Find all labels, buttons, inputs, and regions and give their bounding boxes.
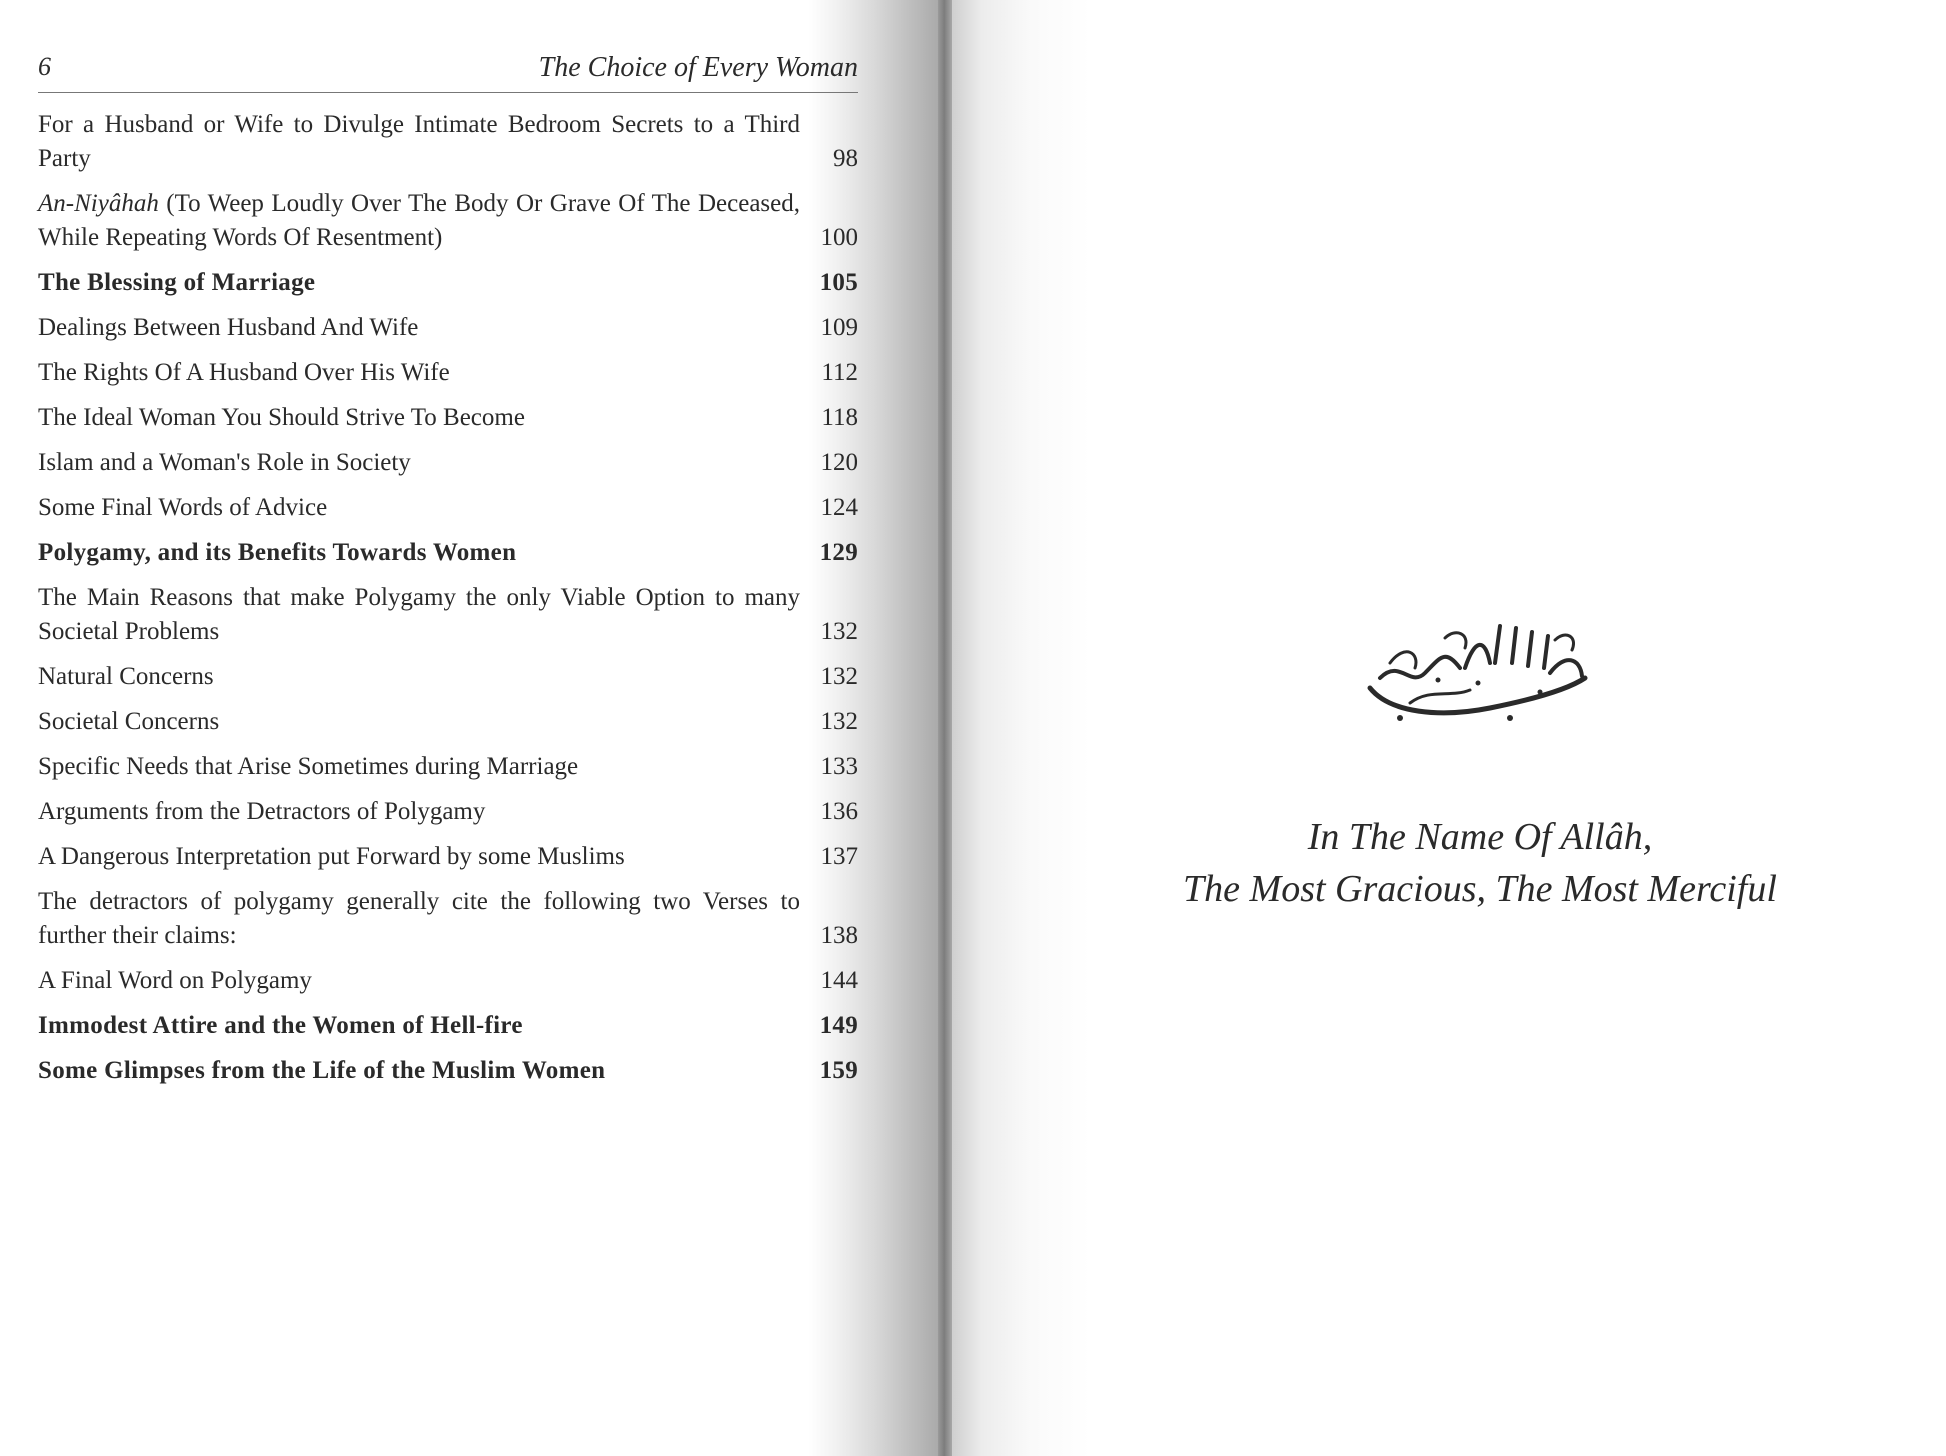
toc-entry <box>38 795 858 829</box>
toc-entry-title: Islam and a Woman's Role in Society <box>38 449 411 476</box>
toc-entry <box>38 356 858 390</box>
basmala-translation-line-2: The Most Gracious, The Most Merciful <box>1183 868 1777 910</box>
toc-entry-title: The Ideal Woman You Should Strive To Become <box>38 404 525 431</box>
toc-entry-title: Immodest Attire and the Women of Hell-fire <box>38 1012 523 1039</box>
toc-entry-title-rest: (To Weep Loudly Over The Body Or Grave Of The Deceased, While Repeating Words Of Resentment) <box>38 190 800 251</box>
toc-entry-page: 105 <box>819 269 858 296</box>
toc-entry <box>38 581 858 649</box>
toc-entry <box>38 266 858 300</box>
toc-entry-page: 132 <box>820 663 858 690</box>
toc-entry <box>38 311 858 345</box>
table-of-contents <box>38 108 858 1099</box>
basmala-translation-line-1: In The Name Of Allâh, <box>1307 816 1653 858</box>
toc-entry-page: 137 <box>820 843 858 870</box>
toc-entry-page: 159 <box>819 1057 858 1084</box>
toc-entry <box>38 885 858 953</box>
toc-entry-page: 133 <box>820 753 858 780</box>
toc-entry-title: For a Husband or Wife to Divulge Intimate Bedroom Secrets to a Third Party <box>38 111 800 172</box>
toc-entry-page: 100 <box>820 224 858 251</box>
toc-entry-page: 118 <box>821 404 858 431</box>
running-head <box>38 52 858 93</box>
toc-entry <box>38 536 858 570</box>
toc-entry-page: 136 <box>820 798 858 825</box>
toc-entry-title: The Rights Of A Husband Over His Wife <box>38 359 450 386</box>
right-page <box>952 0 1946 1456</box>
toc-entry <box>38 964 858 998</box>
book-title: The Choice of Every Woman <box>538 52 858 83</box>
toc-entry-page: 129 <box>819 539 858 566</box>
toc-entry-page: 144 <box>820 967 858 994</box>
toc-entry-title: Specific Needs that Arise Sometimes during Marriage <box>38 753 579 780</box>
left-page <box>0 0 940 1456</box>
toc-entry-title: A Dangerous Interpretation put Forward by some Muslims <box>38 843 625 870</box>
toc-entry-page: 109 <box>820 314 858 341</box>
toc-entry <box>38 187 858 255</box>
page-number: 6 <box>38 52 51 81</box>
toc-entry-title <box>38 190 800 251</box>
basmala-calligraphy <box>1350 618 1600 728</box>
toc-entry <box>38 108 858 176</box>
toc-entry-title: Some Final Words of Advice <box>38 494 328 521</box>
toc-entry-title: Dealings Between Husband And Wife <box>38 314 419 341</box>
toc-entry-title: Some Glimpses from the Life of the Muslim Women <box>38 1057 606 1084</box>
toc-entry-title: The Main Reasons that make Polygamy the only Viable Option to many Societal Problems <box>38 584 800 645</box>
toc-entry-page: 112 <box>821 359 858 386</box>
toc-entry-title: Natural Concerns <box>38 663 214 690</box>
toc-entry-title: The Blessing of Marriage <box>38 269 316 296</box>
toc-entry <box>38 491 858 525</box>
toc-entry-title-italic: An-Niyâhah <box>38 190 159 217</box>
toc-entry-page: 132 <box>820 708 858 735</box>
toc-entry <box>38 705 858 739</box>
toc-entry <box>38 446 858 480</box>
toc-entry <box>38 1054 858 1088</box>
book-gutter <box>938 0 952 1456</box>
toc-entry-page: 120 <box>820 449 858 476</box>
toc-entry <box>38 1009 858 1043</box>
toc-entry <box>38 750 858 784</box>
toc-entry-title: A Final Word on Polygamy <box>38 967 312 994</box>
toc-entry-page: 138 <box>820 922 858 949</box>
toc-entry-page: 132 <box>820 618 858 645</box>
toc-entry-title: Polygamy, and its Benefits Towards Women <box>38 539 517 566</box>
toc-entry <box>38 660 858 694</box>
toc-entry-page: 98 <box>833 145 858 172</box>
toc-entry-page: 149 <box>819 1012 858 1039</box>
toc-entry-title: Societal Concerns <box>38 708 220 735</box>
toc-entry-title: The detractors of polygamy generally cite the following two Verses to further their claims: <box>38 888 800 949</box>
toc-entry <box>38 840 858 874</box>
toc-entry-page: 124 <box>820 494 858 521</box>
toc-entry-title: Arguments from the Detractors of Polygamy <box>38 798 486 825</box>
toc-entry <box>38 401 858 435</box>
